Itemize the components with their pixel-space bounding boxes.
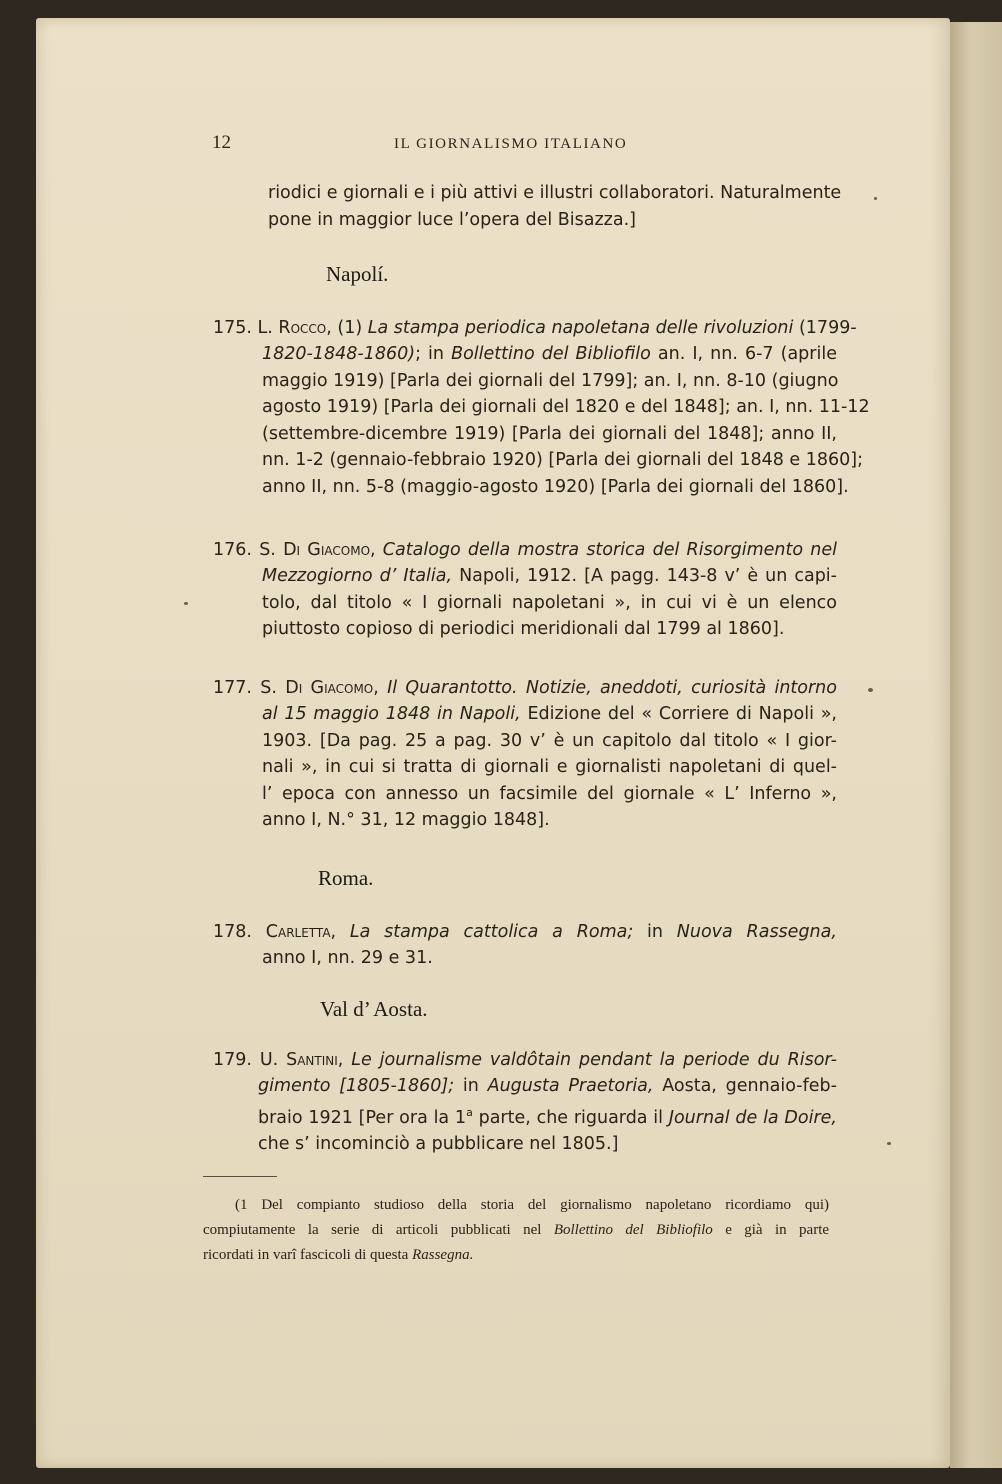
entry-line: che s’ incominciò a pubblicare nel 1805.] <box>258 1133 619 1154</box>
entry-line: nn. 1-2 (gennaio-febbraio 1920) [Parla dei giornali del 1848 e 1860]; <box>262 450 864 470</box>
entry-title: Catalogo della mostra storica del Risorgimento nel <box>382 540 837 560</box>
journal-name: Journal de la Doire, <box>668 1107 837 1128</box>
entry-text: in <box>462 1076 479 1096</box>
entry-line <box>258 1073 837 1100</box>
entry-line: piuttosto copioso di periodici meridionali dal 1799 al 1860]. <box>262 619 785 639</box>
entry-line: 1903. [Da pag. 25 a pag. 30 v’ è un capitolo dal titolo « I gior- <box>262 730 837 751</box>
entry-title: La stampa cattolica a Roma; <box>349 922 634 942</box>
entry-number: 175. <box>213 318 252 338</box>
entry-177 <box>213 675 837 702</box>
footnote-line: (1 Del compianto studioso della storia del giornalismo napoletano ricordiamo qui) <box>235 1197 829 1213</box>
paper-speck <box>874 197 877 200</box>
journal-name: Rassegna. <box>412 1247 474 1263</box>
entry-line <box>213 675 837 702</box>
page-number: 12 <box>212 132 231 153</box>
entry-175 <box>213 315 857 342</box>
entry-line: agosto 1919) [Parla dei giornali del 1820 e del 1848]; an. I, nn. 11-12 <box>262 397 870 417</box>
entry-176 <box>213 537 837 564</box>
paper-speck <box>887 1142 891 1145</box>
intro-line: pone in maggior luce l’opera del Bisazza.] <box>268 209 636 230</box>
intro-line: riodici e giornali e i più attivi e illustri collaboratori. Naturalmente <box>268 183 842 203</box>
entry-179 <box>213 1047 837 1074</box>
entry-number: 178. <box>213 922 252 942</box>
entry-line <box>262 701 837 728</box>
entry-178-body <box>262 945 837 972</box>
adjacent-page-edge <box>950 22 1002 1468</box>
entry-line: maggio 1919) [Parla dei giornali del 1799]; an. I, nn. 8-10 (giugno <box>262 370 839 391</box>
entry-line <box>258 1100 837 1131</box>
footnote-text: ricordati in varî fascicoli di questa <box>203 1247 409 1263</box>
entry-text: an. I, nn. 6-7 (aprile <box>657 344 837 364</box>
entry-line: nali », in cui si tratta di giornali e giornalisti napoletani di quel- <box>262 757 837 777</box>
entry-179-body <box>258 1073 837 1157</box>
entry-line: l’ epoca con annesso un facsimile del giornale « L’ Inferno », <box>262 783 837 804</box>
entry-line: tolo, dal titolo « I giornali napoletani », in cui vi è un elenco <box>262 592 837 613</box>
entry-title: Il Quarantotto. Notizie, aneddoti, curiosità intorno <box>387 678 837 698</box>
entry-line: anno I, nn. 29 e 31. <box>262 948 433 968</box>
entry-line <box>262 563 837 590</box>
paper-speck <box>184 602 188 605</box>
entry-line <box>213 919 837 946</box>
section-heading-roma: Roma. <box>318 866 374 890</box>
entry-number: 179. <box>213 1050 252 1070</box>
entry-178 <box>213 919 837 946</box>
entry-text: Edizione del « Corriere di Napoli », <box>527 704 837 724</box>
entry-line <box>213 537 837 564</box>
paper-speck <box>868 688 873 692</box>
entry-author: U. Santini, <box>259 1050 344 1070</box>
entry-line <box>262 341 837 368</box>
entry-line: anno I, N.° 31, 12 maggio 1848]. <box>262 810 550 830</box>
journal-name: Nuova Rassegna, <box>676 922 837 942</box>
entry-title: al 15 maggio 1848 in Napoli, <box>262 704 521 724</box>
journal-name: Augusta Praetoria, <box>487 1076 654 1096</box>
footnote-line <box>203 1218 829 1243</box>
entry-title: Le journalisme valdôtain pendant la periode du Risor- <box>351 1050 837 1070</box>
section-heading-napoli: Napolí. <box>326 262 389 286</box>
footnote-separator <box>203 1176 277 1177</box>
entry-title: La stampa periodica napoletana delle rivoluzioni <box>367 318 794 338</box>
entry-line: (settembre-dicembre 1919) [Parla dei giornali del 1848]; anno II, <box>262 423 837 444</box>
entry-text: parte, che riguarda il <box>472 1107 664 1128</box>
entry-line <box>213 1047 837 1074</box>
footnote-ref: (1) <box>337 318 363 338</box>
entry-line <box>213 315 857 342</box>
entry-number: 176. <box>213 540 252 560</box>
entry-text: Aosta, gennaio-feb- <box>662 1076 837 1096</box>
entry-number: 177. <box>213 678 252 698</box>
running-title: IL GIORNALISMO ITALIANO <box>394 136 628 152</box>
entry-text: braio 1921 [Per ora la 1 <box>258 1107 467 1128</box>
entry-author: S. Di Giacomo, <box>259 540 376 560</box>
footnote-line <box>203 1243 829 1268</box>
entry-line: anno II, nn. 5-8 (maggio-agosto 1920) [Parla dei giornali del 1860]. <box>262 476 849 497</box>
journal-name: Bollettino del Bibliofilo <box>553 1222 713 1238</box>
entry-author: Carletta, <box>265 922 337 942</box>
section-heading-aosta: Val d’ Aosta. <box>320 997 428 1021</box>
footnote-text: compiutamente la serie di articoli pubblicati nel <box>203 1222 542 1238</box>
entry-author: L. Rocco, <box>257 318 332 338</box>
entry-text: (1799- <box>798 318 857 338</box>
ordinal-superscript: a <box>466 1105 473 1119</box>
entry-title: gimento [1805-1860]; <box>258 1076 455 1096</box>
entry-title: Mezzogiorno d’ Italia, <box>262 566 453 586</box>
entry-text: in <box>647 922 663 942</box>
page-header <box>212 132 852 160</box>
footnote-text: e già in parte <box>725 1222 830 1238</box>
journal-name: Bollettino del Bibliofilo <box>451 344 651 364</box>
footnote <box>203 1193 829 1268</box>
entry-author: S. Di Giacomo, <box>260 678 379 698</box>
entry-text: ; in <box>415 344 444 364</box>
entry-176-body <box>262 563 837 643</box>
entry-text: Napoli, 1912. [A pagg. 143-8 v’ è un capi- <box>459 566 837 586</box>
intro-paragraph <box>268 180 842 233</box>
entry-title: 1820-1848-1860) <box>262 344 416 364</box>
entry-177-body <box>262 701 837 834</box>
entry-175-body <box>262 341 870 500</box>
